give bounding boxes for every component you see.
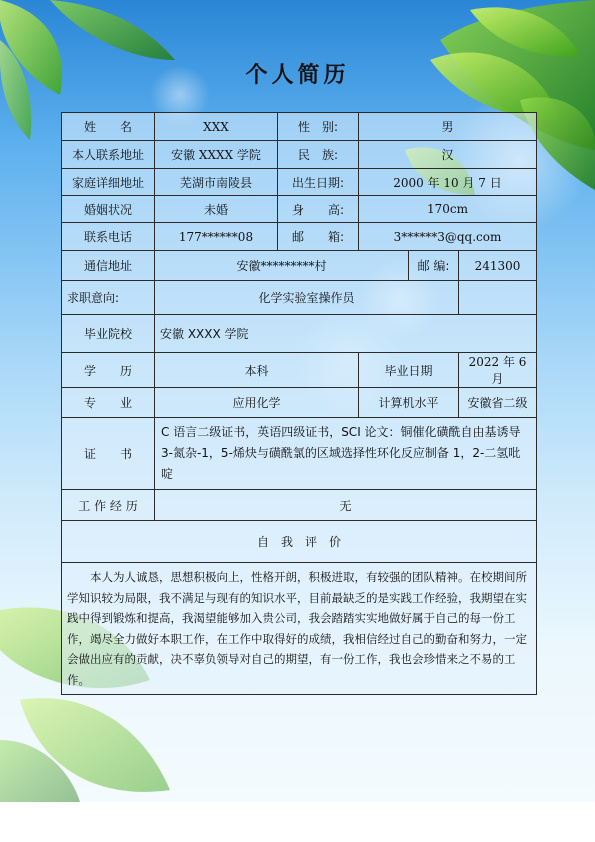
degree-value: 本科 [155,353,359,388]
row-mail-address [62,251,537,281]
school-value: 安徽 XXXX 学院 [155,315,537,353]
page-title: 个人简历 [245,62,350,88]
certificates-value: C 语言二级证书，英语四级证书，SCI 论文：铜催化磺酰自由基诱导 3-氮杂-1，5-烯炔与磺酰氯的区域选择性环化反应制备 1，2-二氢吡啶 [155,418,537,490]
row-home [62,169,537,196]
height-label: 身 高: [278,196,359,223]
marital-label: 婚姻状况 [62,196,155,223]
phone-label: 联系电话 [62,223,155,251]
height-value: 170cm [359,196,537,223]
row-marital [62,196,537,223]
grad-date-value: 2022 年 6 月 [459,353,537,388]
job-label: 求职意向: [62,281,155,315]
home-address-value: 芜湖市南陵县 [155,169,278,196]
row-school [62,315,537,353]
job-value: 化学实验室操作员 [155,281,459,315]
name-value: XXX [155,113,278,141]
row-major [62,388,537,418]
major-value: 应用化学 [155,388,359,418]
row-job [62,281,537,315]
email-value: 3******3@qq.com [359,223,537,251]
job-empty-cell [459,281,537,315]
computer-value: 安徽省二级 [459,388,537,418]
contact-address-value: 安徽 XXXX 学院 [155,141,278,169]
contact-address-label: 本人联系地址 [62,141,155,169]
major-label: 专 业 [62,388,155,418]
row-certificates [62,418,537,490]
postcode-value: 241300 [459,251,537,281]
gender-label: 性 别: [278,113,359,141]
marital-value: 未婚 [155,196,278,223]
row-phone [62,223,537,251]
home-address-label: 家庭详细地址 [62,169,155,196]
postcode-label: 邮 编: [409,251,459,281]
email-label: 邮 箱: [278,223,359,251]
name-label: 姓 名 [62,113,155,141]
row-name [62,113,537,141]
phone-value: 177******08 [155,223,278,251]
school-label: 毕业院校 [62,315,155,353]
birth-value: 2000 年 10 月 7 日 [359,169,537,196]
grad-date-label: 毕业日期 [359,353,459,388]
gender-value: 男 [359,113,537,141]
row-self-eval [62,563,537,695]
mail-address-value: 安徽*********村 [155,251,409,281]
row-degree [62,353,537,388]
birth-label: 出生日期: [278,169,359,196]
row-self-eval-header [62,521,537,563]
mail-address-label: 通信地址 [62,251,155,281]
work-label: 工 作 经 历 [62,490,155,521]
computer-label: 计算机水平 [359,388,459,418]
certificates-label: 证 书 [62,418,155,490]
row-contact [62,141,537,169]
self-eval-text: 本人为人诚恳，思想积极向上，性格开朗，积极进取，有较强的团队精神。在校期间所学知识较为局限，我不满足与现有的知识水平，目前最缺乏的是实践工作经验，我期望在实践中得到锻炼和提高，我渴望能够加入贵公司，我会踏踏实实地做好属于自己的每一份工作，竭尽全力做好本职工作，在工作中取得好的成绩，我相信经过自己的勤奋和努力，一定会做出应有的贡献，决不辜负领导对自己的期望，有一份工作，我也会珍惜来之不易的工作。 [62,563,537,695]
work-value: 无 [155,490,537,521]
row-work [62,490,537,521]
ethnic-label: 民 族: [278,141,359,169]
degree-label: 学 历 [62,353,155,388]
ethnic-value: 汉 [359,141,537,169]
self-eval-label: 自 我 评 价 [62,521,537,563]
resume-table [61,112,537,695]
